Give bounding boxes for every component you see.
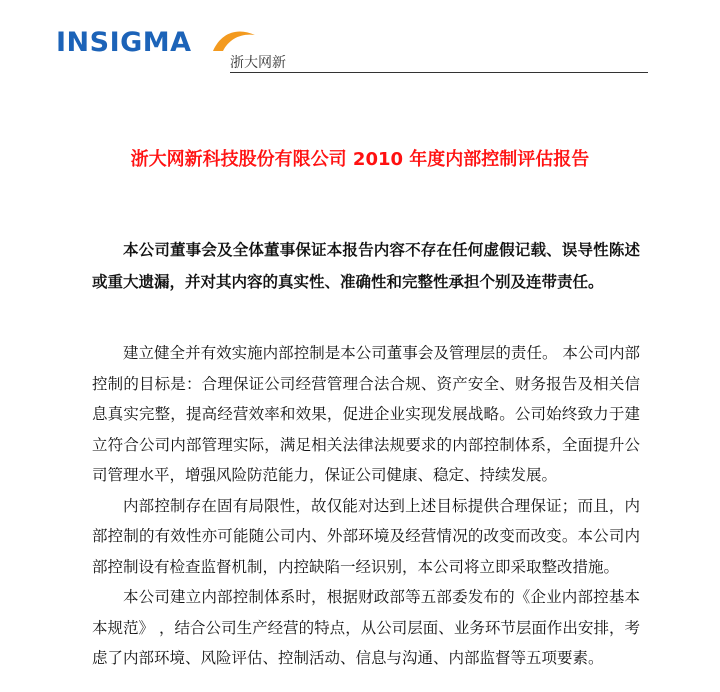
- report-title: 浙大网新科技股份有限公司 2010 年度内部控制评估报告: [130, 149, 590, 170]
- paragraph: 内部控制存在固有局限性，故仅能对达到上述目标提供合理保证；而且，内部控制的有效性亦可能随公司内、外部环境及经营情况的改变而改变。本公司内部控制设有检查监督机制，内控缺陷一经识别，本公司将立即采取整改措施。: [92, 496, 640, 576]
- board-statement: 本公司董事会及全体董事保证本报告内容不存在任何虚假记载、误导性陈述或重大遗漏，并对其内容的真实性、准确性和完整性承担个别及连带责任。: [92, 241, 640, 291]
- paragraph: 建立健全并有效实施内部控制是本公司董事会及管理层的责任。 本公司内部控制的目标是：合理保证公司经营管理合法合规、资产安全、财务报告及相关信息真实完整，提高经营效率和效果，促进企业实现发展战略。公司始终致力于建立符合公司内部管理实际，满足相关法律法规要求的内部控制体系，全面提升公司管理水平，增强风险防范能力，保证公司健康、稳定、持续发展。: [92, 344, 640, 484]
- header-rule: [230, 54, 648, 73]
- page-header: [56, 26, 656, 76]
- paragraph: 本公司建立内部控制体系时，根据财政部等五部委发布的《企业内部控基本本规范》 ，结合公司生产经营的特点，从公司层面、业务环节层面作出安排，考虑了内部环境、风险评估、控制活动、信息与沟通、内部监督等五项要素。: [92, 588, 640, 667]
- logo-text: INSIGMA: [56, 27, 192, 58]
- report-body: [92, 338, 640, 674]
- insigma-logo: [56, 26, 192, 60]
- company-name: 浙大网新: [230, 54, 290, 72]
- logo-swoosh-icon: [211, 29, 257, 53]
